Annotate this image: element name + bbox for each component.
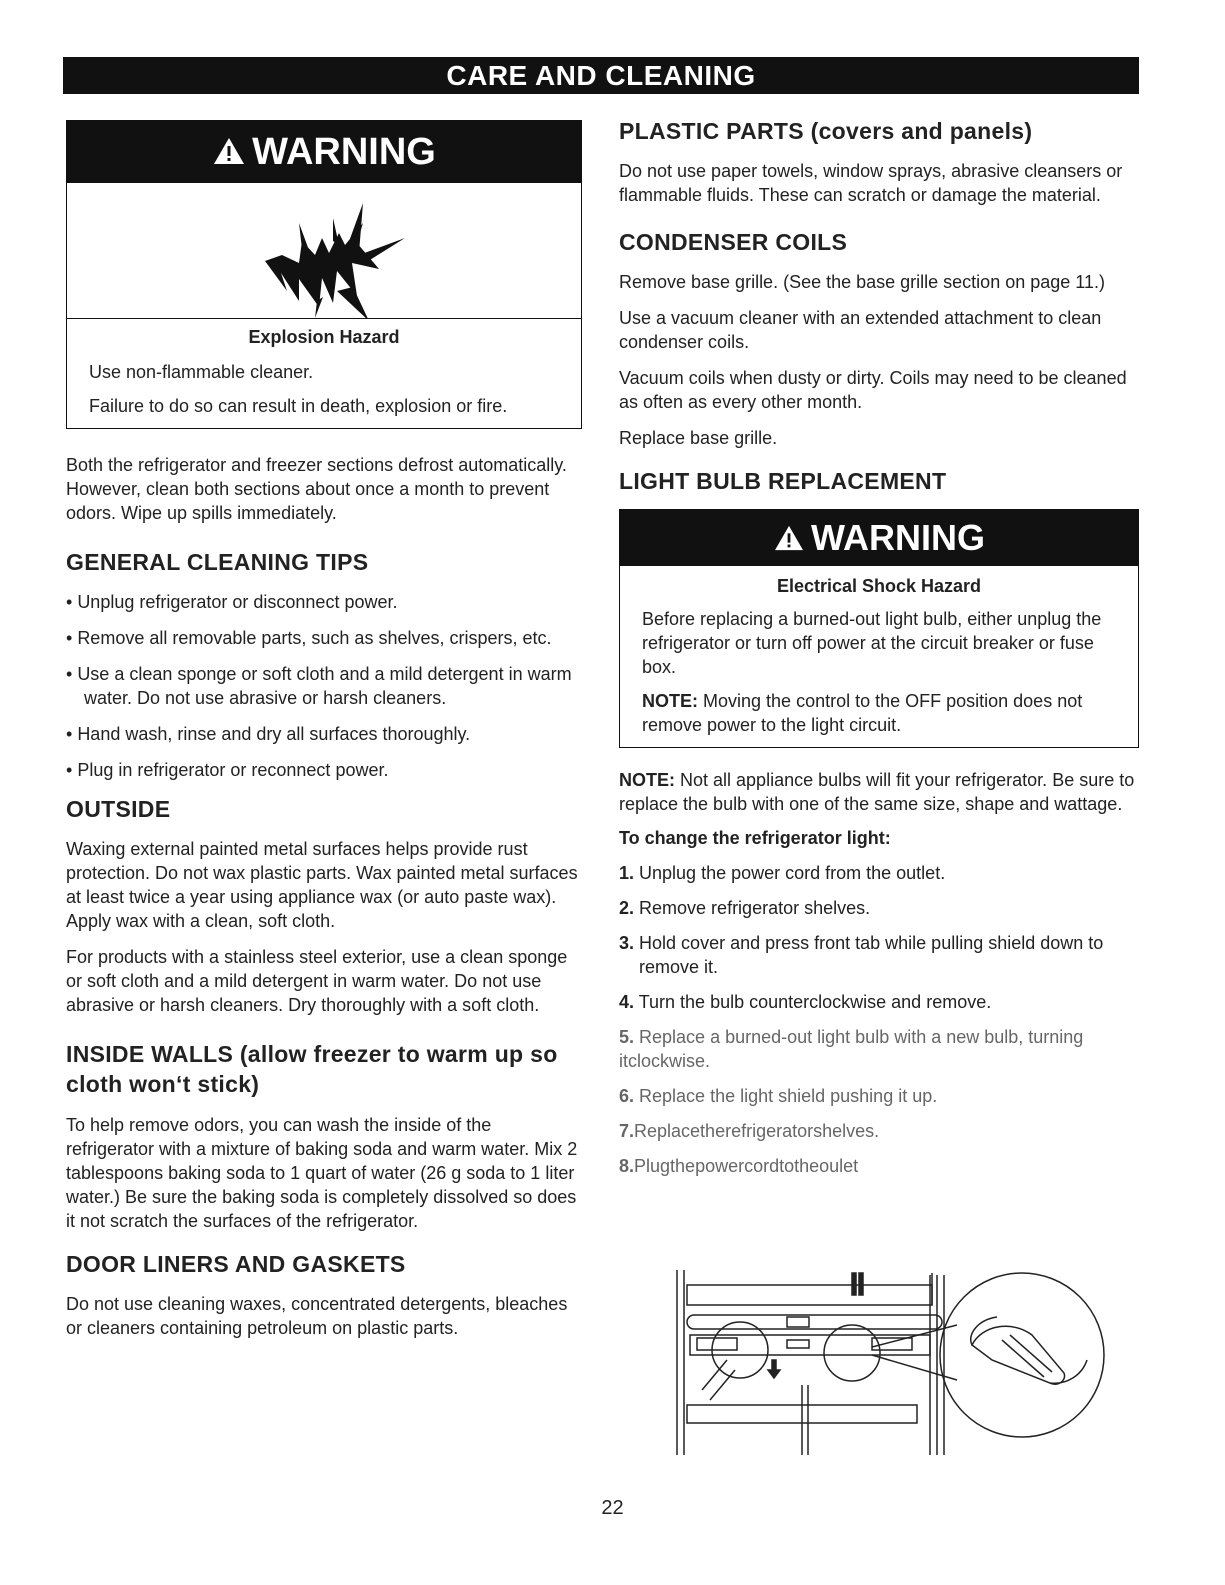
section-banner: CARE AND CLEANING [63, 57, 1139, 94]
step-item: 3. Hold cover and press front tab while pulling shield down to remove it. [619, 933, 1104, 977]
intro-paragraph: Both the refrigerator and freezer sections defrost automatically. However, clean both sections about once a month to prevent odors. Wipe up spills immediately. [66, 455, 567, 523]
inside-walls-paragraph: To help remove odors, you can wash the inside of the refrigerator with a mixture of baking soda and warm water. Mix 2 tablespoons baking soda to 1 quart of water (26 g soda to 1 liter water.) Be sure the baking soda is completely dissolved so does it not scratch the surfaces of the refrigerator. [66, 1115, 578, 1231]
plastic-parts-paragraph: Do not use paper towels, window sprays, abrasive cleansers or flammable fluids. These can scratch or damage the material. [619, 161, 1123, 205]
outside-paragraph-1: Waxing external painted metal surfaces helps provide rust protection. Do not wax plastic parts. Wax painted metal surfaces at least twice a year using appliance wax (or auto paste wax). Apply wax with a clean, soft cloth. [66, 839, 578, 931]
door-liners-paragraph: Do not use cleaning waxes, concentrated detergents, bleaches or cleaners containing petroleum on plastic parts. [66, 1294, 568, 1338]
list-item: • Hand wash, rinse and dry all surfaces thoroughly. [66, 722, 582, 746]
warning-text-1: Use non-flammable cleaner. [89, 362, 314, 382]
list-item: • Remove all removable parts, such as shelves, crispers, etc. [66, 626, 582, 650]
light-steps-list [619, 861, 1139, 1178]
step-item: 1. Unplug the power cord from the outlet. [619, 863, 946, 883]
warning-header [67, 121, 581, 183]
condenser-paragraph-3: Vacuum coils when dusty or dirty. Coils may need to be cleaned as often as every other month. [619, 368, 1127, 412]
outside-paragraph-2: For products with a stainless steel exterior, use a clean sponge or soft cloth and a mild detergent in warm water. Do not use abrasive or harsh cleaners. Dry thoroughly with a soft cloth. [66, 947, 568, 1015]
warning-text: Before replacing a burned-out light bulb, either unplug the refrigerator or turn off power at the circuit breaker or fuse box. [642, 609, 1102, 677]
outside-heading: OUTSIDE [66, 796, 171, 822]
light-bulb-heading: LIGHT BULB REPLACEMENT [619, 468, 947, 494]
warning-header [620, 510, 1138, 566]
condenser-paragraph-1: Remove base grille. (See the base grille section on page 11.) [619, 272, 1105, 292]
list-item: • Unplug refrigerator or disconnect power. [66, 590, 582, 614]
warning-triangle-icon [212, 123, 246, 185]
inside-walls-heading: INSIDE WALLS (allow freezer to warm up so cloth won‘t stick) [66, 1041, 558, 1097]
note-label: NOTE: [619, 770, 675, 790]
warning-triangle-icon [773, 512, 805, 568]
hazard-title: Electrical Shock Hazard [776, 576, 982, 596]
note-text: Moving the control to the OFF position does not remove power to the light circuit. [642, 691, 1083, 735]
step-item: 5. Replace a burned-out light bulb with a new bulb, turning itclockwise. [619, 1027, 1084, 1071]
warning-text-2: Failure to do so can result in death, explosion or fire. [89, 396, 508, 416]
list-item: • Use a clean sponge or soft cloth and a mild detergent in warm water. Do not use abrasive or harsh cleaners. [66, 662, 582, 710]
explosion-icon [67, 183, 581, 319]
explosion-warning-box [66, 120, 582, 429]
page-number: 22 [601, 1497, 624, 1519]
hazard-title: Explosion Hazard [248, 327, 400, 347]
left-column [66, 120, 582, 1352]
right-column [619, 118, 1139, 1189]
door-liners-heading: DOOR LINERS AND GASKETS [66, 1251, 406, 1277]
condenser-coils-heading: CONDENSER COILS [619, 229, 848, 255]
list-item: • Plug in refrigerator or reconnect power. [66, 758, 582, 782]
bulb-note [619, 768, 1139, 816]
step-item: 4. Turn the bulb counterclockwise and remove. [619, 992, 992, 1012]
light-replacement-illustration [672, 1265, 1112, 1460]
change-light-subheading: To change the refrigerator light: [619, 828, 891, 848]
warning-header-text: WARNING [252, 131, 436, 173]
step-item: 2. Remove refrigerator shelves. [619, 898, 871, 918]
plastic-parts-heading: PLASTIC PARTS (covers and panels) [619, 118, 1033, 144]
condenser-paragraph-2: Use a vacuum cleaner with an extended attachment to clean condenser coils. [619, 308, 1102, 352]
step-item: 6. Replace the light shield pushing it up. [619, 1086, 938, 1106]
step-item: 8.Plugthepowercordtotheoulet [619, 1156, 859, 1176]
warning-note [620, 689, 1138, 737]
condenser-paragraph-4: Replace base grille. [619, 428, 778, 448]
note-text: Not all appliance bulbs will fit your refrigerator. Be sure to replace the bulb with one of the same size, shape and wattage. [619, 770, 1135, 814]
shock-warning-box [619, 509, 1139, 748]
general-cleaning-heading: GENERAL CLEANING TIPS [66, 549, 369, 575]
note-label: NOTE: [642, 691, 698, 711]
step-item: 7.Replacetherefrigeratorshelves. [619, 1121, 880, 1141]
warning-header-text: WARNING [811, 517, 985, 558]
general-cleaning-list [66, 590, 582, 782]
